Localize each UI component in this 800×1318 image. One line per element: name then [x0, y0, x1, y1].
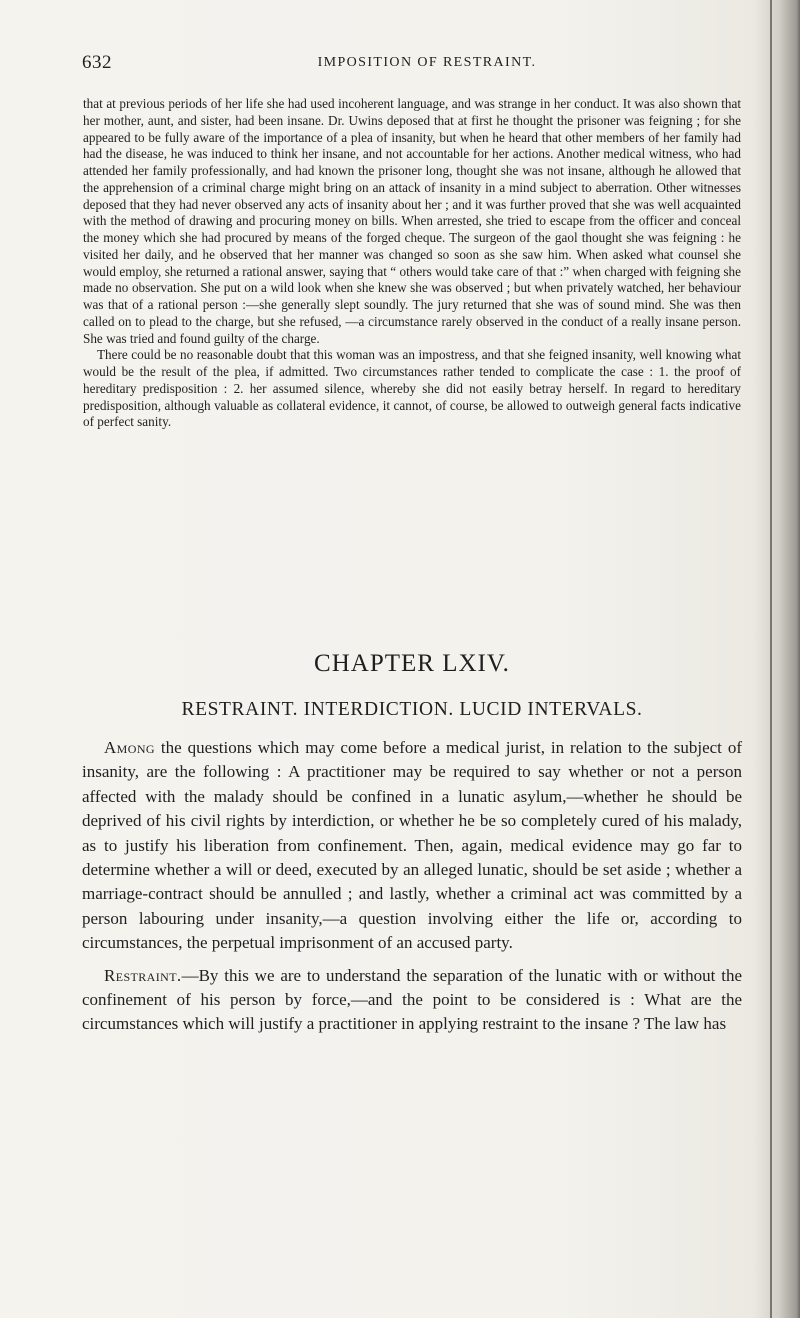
- paragraph-lead-among: Among: [104, 738, 155, 757]
- chapter-title: CHAPTER LXIV.: [314, 650, 510, 677]
- page-gutter-shadow: [754, 0, 800, 1318]
- chapter-subtitle: RESTRAINT. INTERDICTION. LUCID INTERVALS.: [181, 699, 643, 720]
- continued-case-text: [83, 96, 741, 431]
- chapter-paragraph-2: [82, 964, 742, 1037]
- running-head: IMPOSITION OF RESTRAINT.: [317, 55, 537, 70]
- chapter-body: [82, 736, 742, 1037]
- chapter-paragraph-1: [82, 736, 742, 956]
- page-number: 632: [82, 52, 112, 73]
- case-paragraph-2: There could be no reasonable doubt that this woman was an impostress, and that she feigned insanity, well knowing what would be the result of the plea, if admitted. Two circumstances rather tended to complicate the case : 1. the proof of hereditary predisposition : 2. her assumed silence, whereby she did not easily betray herself. In regard to hereditary predisposition, although valuable as collateral evidence, it cannot, of course, be allowed to outweigh general facts indicative of perfect sanity.: [83, 347, 741, 430]
- case-paragraph-1: that at previous periods of her life she had used incoherent language, and was strange in her conduct. It was also shown that her mother, aunt, and sister, had been insane. Dr. Uwins deposed that at first he thought the prisoner was feigning ; for she appeared to be fully aware of the importance of a plea of insanity, but when he heard that other members of her family had had the disease, he was induced to think her insane, and not accountable for her actions. Another medical witness, who had attended her family professionally, and had known the prisoner long, thought she was not insane, although he allowed that the apprehension of a criminal charge might bring on an attack of insanity in a mind subject to aberration. Other witnesses deposed that they had never observed any acts of insanity about her ; and it was further proved that she was well acquainted with the method of drawing and procuring money on bills. When arrested, she tried to escape from the officer and conceal the money which she had procured by means of the forged cheque. The surgeon of the gaol thought she was feigning : he visited her daily, and he observed that her manner was changed so soon as she saw him. When asked what counsel she would employ, she returned a rational answer, saying that “ others would take care of that :” when charged with feigning she made no observation. She put on a wild look when she knew she was observed ; but when privately watched, her behaviour was that of a rational person :—she generally slept soundly. The jury returned that she was of sound mind. She was then called on to plead to the charge, but she refused, —a circumstance rarely observed in the conduct of a really insane person. She was tried and found guilty of the charge.: [83, 96, 741, 346]
- paragraph-lead-restraint: Restraint.: [104, 965, 182, 985]
- paragraph-2-text: —By this we are to understand the separation of the lunatic with or without the confinement of his person by force,—and the point to be considered is : What are the circumstances which will justify a practitioner in applying restraint to the insane ? The law has: [82, 965, 742, 1034]
- paragraph-1-text: the questions which may come before a medical jurist, in relation to the subject of insanity, are the following : A practitioner may be required to say whether or not a person affected with the malady should be confined in a lunatic asylum,—whether he should be deprived of his civil rights by interdiction, or whether he be so completely cured of his malady, as to justify his liberation from confinement. Then, again, medical evidence may go far to determine whether a will or deed, executed by an alleged lunatic, should be set aside ; whether a marriage-contract should be annulled ; and lastly, whether a criminal act was committed by a person labouring under insanity,—a question involving either the life or, according to circumstances, the perpetual imprisonment of an accused party.: [82, 738, 742, 953]
- page-header: [82, 52, 742, 78]
- page-edge-line: [770, 0, 772, 1318]
